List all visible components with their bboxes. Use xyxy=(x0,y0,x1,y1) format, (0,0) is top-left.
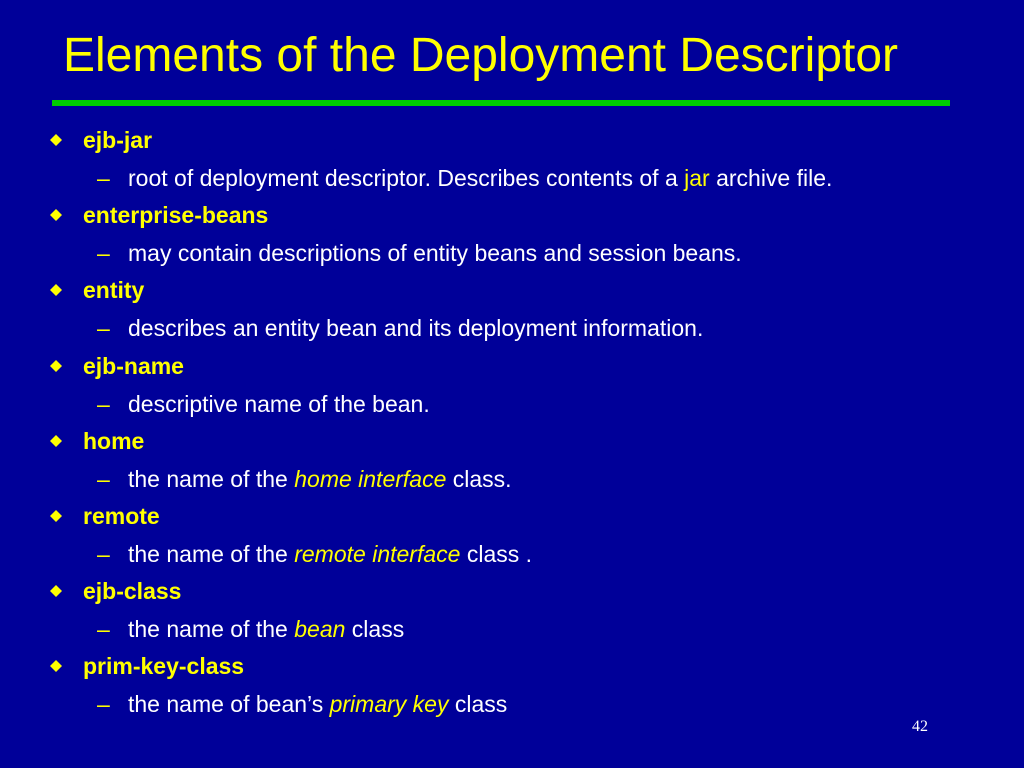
diamond-icon xyxy=(50,435,62,447)
dash-marker: – xyxy=(97,165,110,191)
dash-marker: – xyxy=(97,691,110,718)
desc-highlight: remote interface xyxy=(294,540,461,567)
list-item xyxy=(0,125,1024,200)
item-description xyxy=(128,689,507,719)
item-term: ejb-class xyxy=(83,578,182,605)
diamond-icon xyxy=(50,209,62,221)
page-number: 42 xyxy=(912,718,928,735)
item-term: entity xyxy=(83,277,145,304)
list-item xyxy=(0,275,1024,350)
desc-text-after: archive file. xyxy=(709,165,833,191)
desc-text: the name of the xyxy=(128,540,295,567)
list-item xyxy=(0,200,1024,275)
desc-text: descriptive name of the bean. xyxy=(128,390,430,417)
desc-text-after: class xyxy=(448,691,508,718)
dash-marker: – xyxy=(97,390,110,417)
item-term: ejb-jar xyxy=(83,127,153,153)
dash-marker: – xyxy=(97,240,110,267)
item-term: remote xyxy=(83,502,160,529)
dash-marker: – xyxy=(97,465,110,492)
desc-highlight: bean xyxy=(294,616,346,643)
item-description xyxy=(128,163,832,193)
dash-marker: – xyxy=(97,616,110,643)
desc-text-after: class . xyxy=(460,540,533,567)
diamond-icon xyxy=(50,360,62,372)
item-description xyxy=(128,389,430,419)
list-item xyxy=(0,426,1024,501)
diamond-icon xyxy=(50,134,62,146)
item-term: enterprise-beans xyxy=(83,202,269,229)
list-item xyxy=(0,576,1024,651)
diamond-icon xyxy=(50,510,62,522)
dash-marker: – xyxy=(97,315,110,342)
dash-marker: – xyxy=(97,540,110,567)
item-description xyxy=(128,614,404,644)
list-item xyxy=(0,501,1024,576)
bullet-list xyxy=(0,125,1024,727)
item-description xyxy=(128,238,742,268)
desc-text: the name of the xyxy=(128,616,295,643)
item-description xyxy=(128,313,703,343)
desc-text: the name of bean’s xyxy=(128,691,330,718)
item-description xyxy=(128,464,512,494)
list-item xyxy=(0,351,1024,426)
slide-title: Elements of the Deployment Descriptor xyxy=(63,29,899,82)
item-description xyxy=(128,539,532,569)
diamond-icon xyxy=(50,660,62,672)
desc-highlight: home interface xyxy=(294,465,447,492)
item-term: home xyxy=(83,427,145,454)
item-term: prim-key-class xyxy=(83,653,245,680)
item-term: ejb-name xyxy=(83,352,184,379)
desc-text: root of deployment descriptor. Describes contents of a xyxy=(128,165,685,191)
desc-highlight: jar xyxy=(684,165,710,191)
desc-text-after: class. xyxy=(446,465,512,492)
diamond-icon xyxy=(50,284,62,296)
desc-text: may contain descriptions of entity beans and session beans. xyxy=(128,240,742,267)
desc-highlight: primary key xyxy=(329,691,449,718)
list-item xyxy=(0,651,1024,726)
desc-text: the name of the xyxy=(128,465,295,492)
diamond-icon xyxy=(50,585,62,597)
title-divider xyxy=(52,100,950,106)
desc-text-after: class xyxy=(345,616,405,643)
desc-text: describes an entity bean and its deployment information. xyxy=(128,315,704,342)
